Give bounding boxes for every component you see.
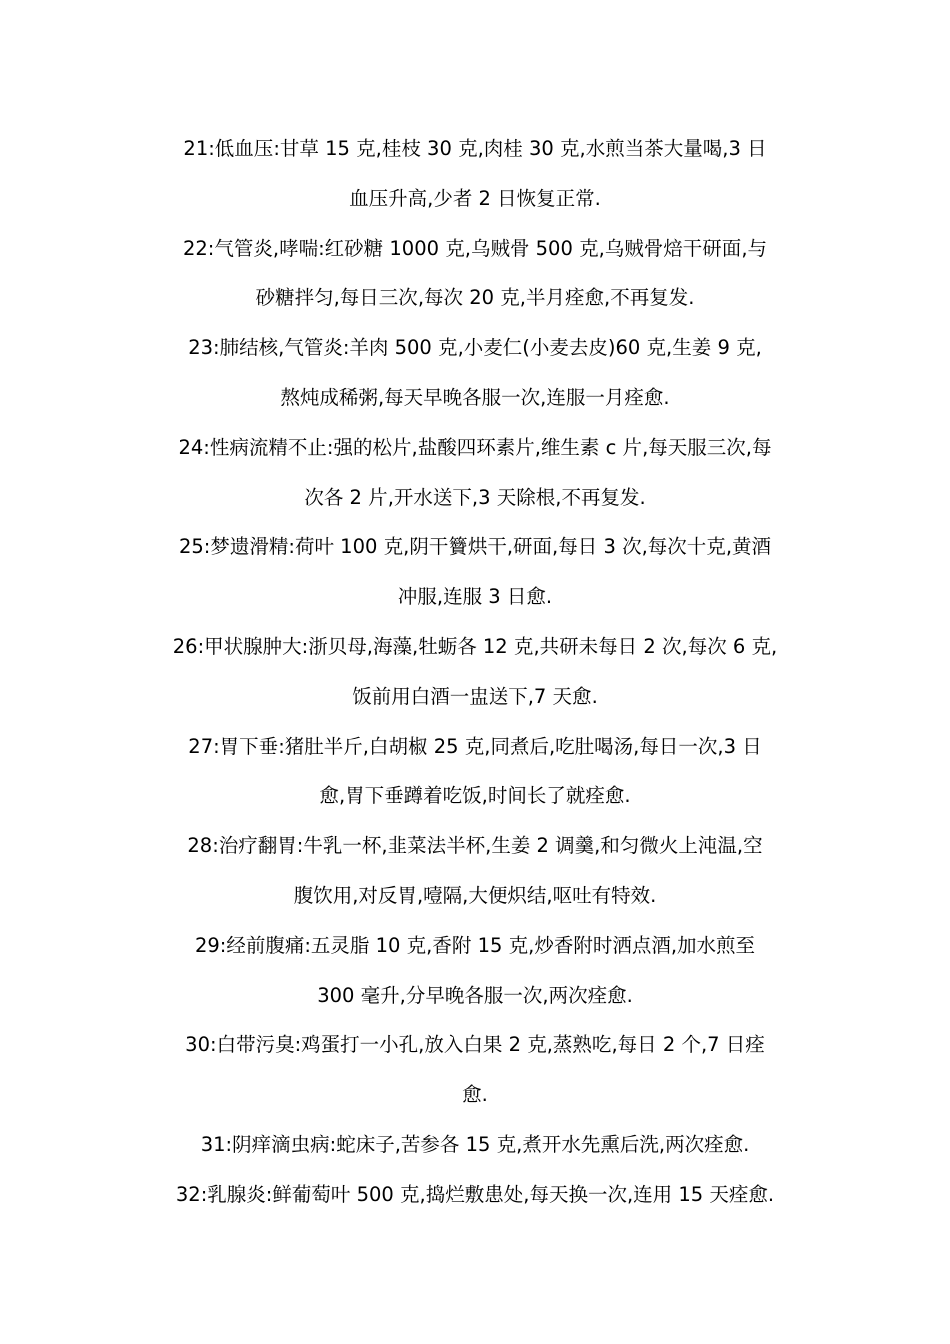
- text-line: 砂糖拌匀,每日三次,每次 20 克,半月痊愈,不再复发.: [255, 286, 695, 310]
- text-line: 28:治疗翻胃:牛乳一杯,韭菜法半杯,生姜 2 调羹,和匀微火上沌温,空: [187, 834, 763, 858]
- text-line: 31:阴痒滴虫病:蛇床子,苦参各 15 克,煮开水先熏后洗,两次痊愈.: [200, 1132, 750, 1156]
- text-line: 27:胃下垂:猪肚半斤,白胡椒 25 克,同煮后,吃肚喝汤,每日一次,3 日: [188, 734, 762, 758]
- text-line: 次各 2 片,开水送下,3 天除根,不再复发.: [304, 485, 646, 509]
- text-line: 22:气管炎,哮喘:红砂糖 1000 克,乌贼骨 500 克,乌贼骨焙干研面,与: [182, 236, 768, 260]
- text-line: 饭前用白酒一盅送下,7 天愈.: [352, 684, 598, 708]
- text-line: 腹饮用,对反胃,噎隔,大便炽结,呕吐有特效.: [293, 883, 657, 907]
- text-line: 熬炖成稀粥,每天早晚各服一次,连服一月痊愈.: [280, 385, 670, 409]
- text-line: 23:肺结核,气管炎:羊肉 500 克,小麦仁(小麦去皮)60 克,生姜 9 克,: [188, 336, 762, 360]
- text-line: 300 毫升,分早晚各服一次,两次痊愈.: [317, 983, 633, 1007]
- text-line: 26:甲状腺肿大:浙贝母,海藻,牡蛎各 12 克,共研未每日 2 次,每次 6 克,: [172, 634, 778, 658]
- text-line: 愈,胃下垂蹲着吃饭,时间长了就痊愈.: [319, 784, 631, 808]
- text-line: 21:低血压:甘草 15 克,桂枝 30 克,肉桂 30 克,水煎当茶大量喝,3 日: [183, 137, 767, 160]
- text-line: 血压升高,少者 2 日恢复正常.: [349, 186, 601, 210]
- text-line: 愈.: [462, 1083, 488, 1107]
- text-line: 24:性病流精不止:强的松片,盐酸四环素片,维生素 c 片,每天服三次,每: [178, 435, 772, 459]
- text-line: 冲服,连服 3 日愈.: [397, 585, 553, 609]
- document-body: [0, 124, 950, 1220]
- text-line: 30:白带污臭:鸡蛋打一小孔,放入白果 2 克,蒸熟吃,每日 2 个,7 日痊: [185, 1033, 765, 1057]
- text-line: 29:经前腹痛:五灵脂 10 克,香附 15 克,炒香附时洒点酒,加水煎至: [194, 933, 756, 957]
- text-line: 32:乳腺炎:鲜葡萄叶 500 克,捣烂敷患处,每天换一次,连用 15 天痊愈.: [175, 1182, 775, 1206]
- text-line: 25:梦遗滑精:荷叶 100 克,阴干籫烘干,研面,每日 3 次,每次十克,黄酒: [178, 535, 772, 559]
